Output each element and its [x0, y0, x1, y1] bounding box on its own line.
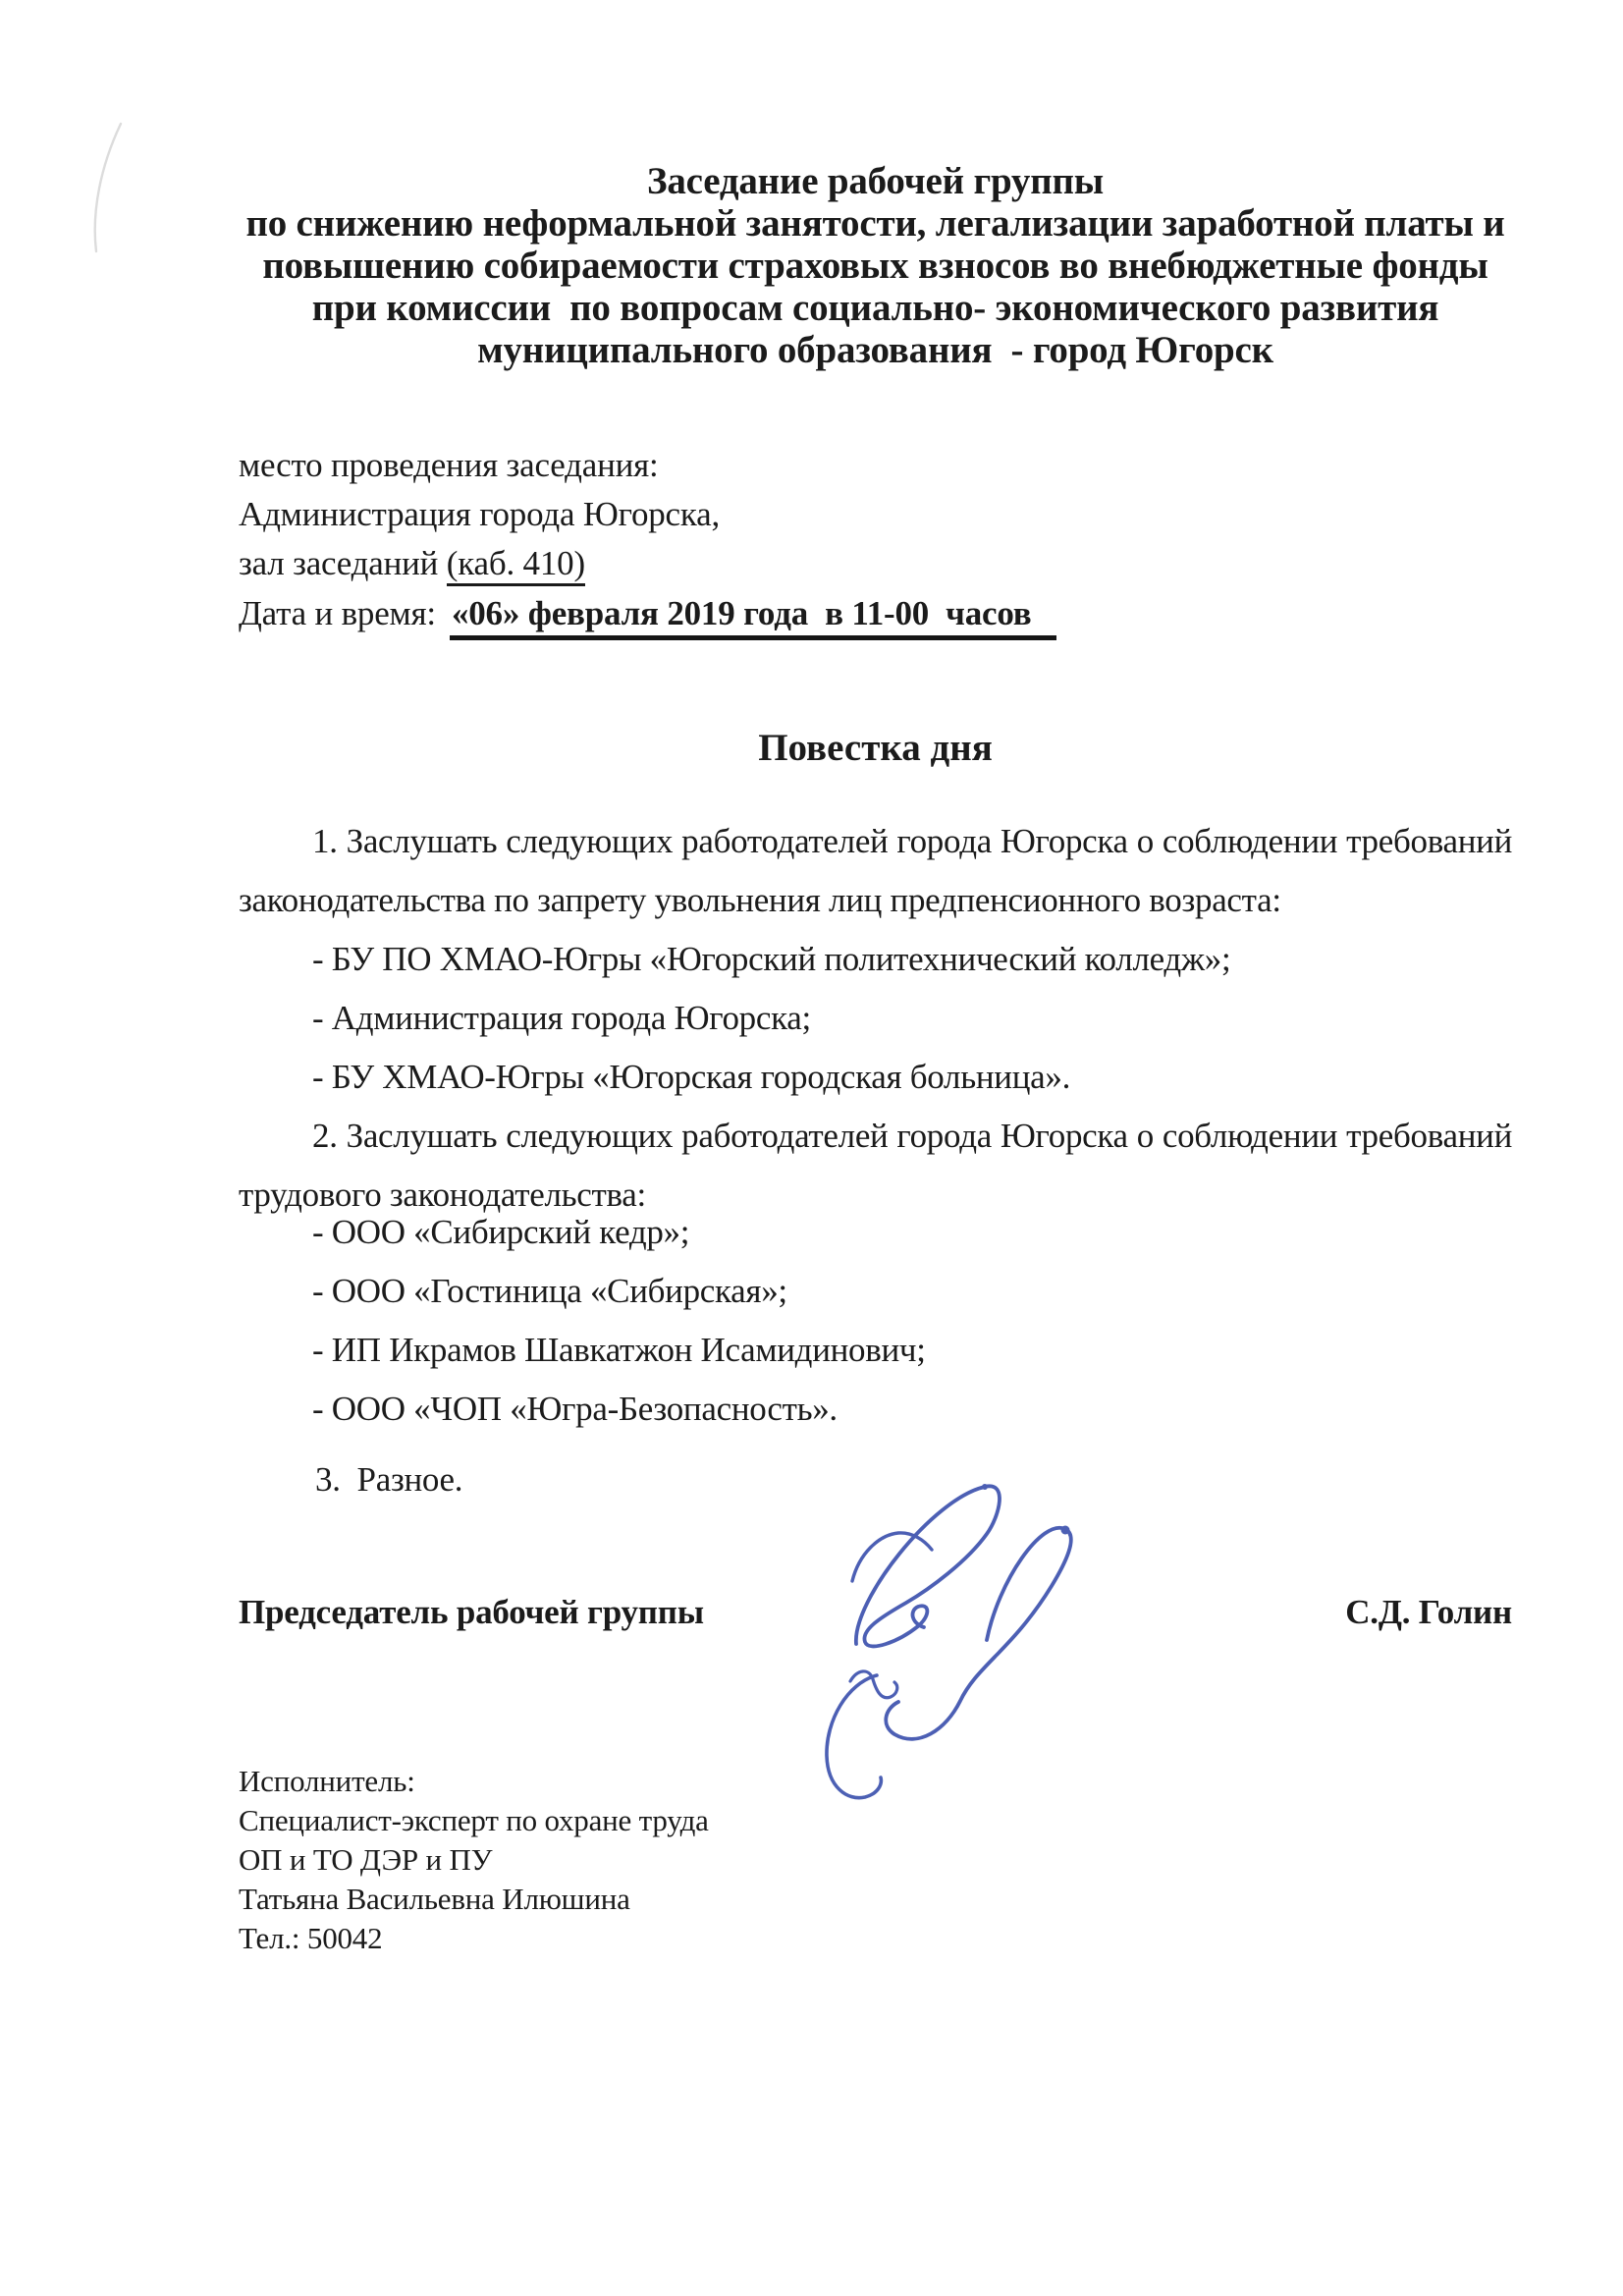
chairman-role: Председатель рабочей группы — [239, 1593, 704, 1631]
executor-phone: Тел.: 50042 — [239, 1921, 383, 1955]
executor-department: ОП и ТО ДЭР и ПУ — [239, 1842, 493, 1877]
title-line: по снижению неформальной занятости, легализации заработной платы и — [245, 202, 1505, 245]
venue-block — [239, 441, 1512, 588]
datetime-value: «06» февраля 2019 года в 11-00 часов — [450, 594, 1057, 640]
executor-block — [239, 1762, 1512, 1958]
agenda-subitem: - ООО «Сибирский кедр»; — [312, 1213, 690, 1251]
agenda-heading: Повестка дня — [758, 727, 993, 769]
agenda-item-1: 1. Заслушать следующих работодателей города Югорска о соблюдении требований законодательства по запрету увольнения лиц предпенсионного возраста: — [239, 822, 1512, 919]
document-title — [239, 160, 1512, 371]
title-line: Заседание рабочей группы — [646, 160, 1105, 202]
executor-label: Исполнитель: — [239, 1764, 415, 1798]
title-line: муниципального образования - город Югорск — [477, 329, 1273, 371]
agenda-item-2: 2. Заслушать следующих работодателей города Югорска о соблюдении требований трудового законодательства: — [239, 1117, 1512, 1214]
agenda-item-1-sublist — [239, 930, 1512, 1107]
agenda-subitem: - Администрация города Югорска; — [312, 999, 811, 1037]
datetime-line — [239, 591, 1512, 636]
venue-room-number: (каб. 410) — [447, 544, 585, 586]
agenda-subitem: - БУ ПО ХМАО-Югры «Югорский политехнический колледж»; — [312, 940, 1231, 978]
venue-organization: Администрация города Югорска, — [239, 495, 721, 533]
executor-position: Специалист-эксперт по охране труда — [239, 1803, 709, 1837]
agenda-subitem: - БУ ХМАО-Югры «Югорская городская больница». — [312, 1058, 1071, 1096]
agenda-subitem: - ООО «ЧОП «Югра-Безопасность». — [312, 1390, 838, 1428]
chairman-name: С.Д. Голин — [1345, 1593, 1512, 1631]
agenda-item-2-sublist — [239, 1203, 1512, 1439]
title-line: повышению собираемости страховых взносов во внебюджетные фонды — [262, 245, 1488, 287]
venue-room-line — [239, 539, 1512, 588]
scan-artifact-curve — [83, 118, 128, 255]
executor-person: Татьяна Васильевна Илюшина — [239, 1882, 630, 1916]
datetime-label: Дата и время: — [239, 594, 436, 632]
venue-room-prefix: зал заседаний — [239, 544, 447, 582]
agenda-item-3: 3. Разное. — [315, 1460, 463, 1499]
agenda-subitem: - ООО «Гостиница «Сибирская»; — [312, 1272, 787, 1310]
venue-label: место проведения заседания: — [239, 446, 659, 484]
agenda-subitem: - ИП Икрамов Шавкатжон Исамидинович; — [312, 1331, 926, 1369]
title-line: при комиссии по вопросам социально- экономического развития — [311, 287, 1439, 329]
